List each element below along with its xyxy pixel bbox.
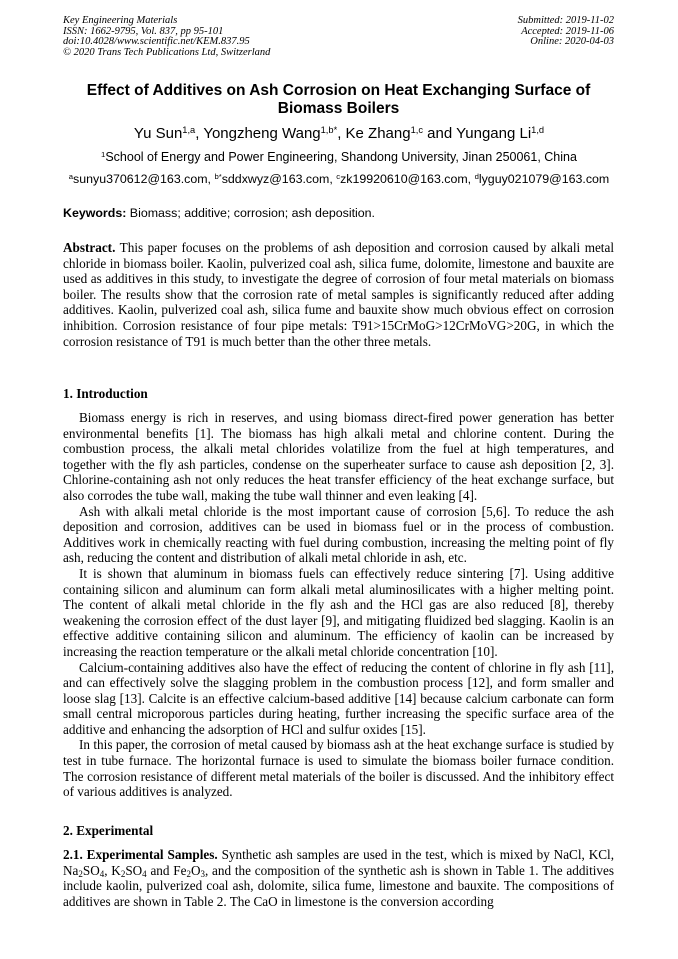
- text-run: and Fe: [146, 862, 187, 878]
- abstract-text: This paper focuses on the problems of ash deposition and corrosion caused by alkali metal chloride in biomass boiler. Kaolin, pulverized coal ash, silica fume, dolomite, limestone and bauxite are used as additives in this study, to investigate the degree of corrosion of four metal materials on biomass boiler. The results show that the corrosion rate of metal samples is significantly reduced after adding additives. Kaolin, pulverized coal ash, silica fume and bauxite show much obvious effect on corrosion inhibition. Corrosion resistance of four pipe metals: T91>15CrMoG>12CrMoVG>20G, in which the corrosion resistance of T91 is much better than the other three metals.: [63, 240, 614, 349]
- journal-copyright: © 2020 Trans Tech Publications Ltd, Switzerland: [63, 46, 271, 58]
- text-run: , K: [104, 862, 121, 878]
- email-address: sunyu370612@163.com,: [73, 172, 215, 186]
- author-affiliation-mark: 1,a: [182, 124, 196, 135]
- text-run: , and the composition of the synthetic ash is shown in Table 1. The additives include kaolin, pulverized coal ash, dolomite, silica fume, limestone and bauxite. The compositions of additives are shown in Table 2. The CaO in limestone is the conversion according: [63, 862, 614, 909]
- introduction-body: [63, 410, 614, 800]
- subscript: 2: [78, 868, 83, 879]
- email-mark: c: [336, 171, 341, 181]
- email-address: zk19920610@163.com,: [340, 172, 475, 186]
- author-affiliation-mark: 1,c: [410, 124, 423, 135]
- journal-name: Key Engineering Materials: [63, 15, 178, 26]
- experimental-samples-body: [63, 847, 614, 909]
- section-heading-introduction: 1. Introduction: [63, 386, 148, 401]
- abstract-label: Abstract.: [63, 240, 116, 255]
- accepted-date: Accepted: 2019-11-06: [521, 25, 614, 37]
- abstract: [63, 240, 614, 349]
- subsection-label: 2.1. Experimental Samples.: [63, 847, 218, 862]
- email-mark: d: [474, 171, 479, 181]
- journal-doi: doi:10.4028/www.scientific.net/KEM.837.95: [63, 36, 250, 48]
- paragraph: Ash with alkali metal chloride is the most important cause of corrosion [5,6]. To reduce the ash deposition and corrosion, additives can be used in biomass fuel or in the process of combustion. Additives work in chemically reacting with fuel during combustion, increasing the melting point of fly ash, reducing the content and distribution of alkali metal chloride in ash, etc.: [63, 503, 614, 566]
- paragraph: It is shown that aluminum in biomass fuels can effectively reduce sintering [7]. Using additive containing silicon and aluminum can form alkali metal aluminosilicates with a higher melting point. The content of alkali metal chloride in the fly ash and the HCl gas are also reduced [8], thereby weakening the corrosion effect of the dust layer [9], and mitigating fluidized bed slagging. Kaolin is an effective additive containing silicon and aluminum. The efficiency of kaolin can be increased by increasing the reaction temperature or the alkali metal chloride concentration [10].: [63, 565, 614, 659]
- journal-info: [63, 16, 270, 58]
- author-separator: ,: [337, 125, 346, 142]
- email-mark: a: [68, 171, 74, 181]
- paragraph: Biomass energy is rich in reserves, and using biomass direct-fired power generation has better environmental benefits [1]. The biomass has high alkali metal and chlorine content. During the combustion process, the alkali metal chlorides volatilize from the fuel at high temperatures, and together with the fly ash particles, condense on the superheater surface to cause ash deposition [2, 3]. Chlorine-containing ash not only reduces the heat transfer efficiency of the heat exchange surface, but also corrodes the tube wall, making the tube wall thinner and even leaking [4].: [63, 410, 614, 503]
- subscript: 3: [200, 868, 205, 879]
- email-address: lyguy021079@163.com: [478, 172, 610, 186]
- subscript: 4: [142, 868, 147, 879]
- author-name: Yongzheng Wang: [203, 125, 321, 142]
- keywords-text: Biomass; additive; corrosion; ash deposition.: [126, 206, 375, 220]
- keywords-label: Keywords:: [63, 206, 127, 220]
- section-heading-experimental: 2. Experimental: [63, 823, 154, 838]
- text-run: O: [190, 862, 201, 878]
- author-name: Yungang Li: [456, 125, 532, 142]
- online-date: Online: 2020-04-03: [530, 36, 614, 48]
- subscript: 2: [186, 868, 191, 879]
- author-list: [40, 125, 638, 143]
- affiliation-text: School of Energy and Power Engineering, Shandong University, Jinan 250061, China: [105, 150, 577, 164]
- keywords: [63, 206, 375, 221]
- author-separator: ,: [195, 125, 204, 142]
- author-affiliation-mark: 1,d: [531, 124, 545, 135]
- journal-issn: ISSN: 1662-9795, Vol. 837, pp 95-101: [63, 25, 224, 37]
- affiliation: [40, 150, 638, 165]
- publication-dates: [518, 16, 614, 48]
- paper-title: Effect of Additives on Ash Corrosion on Heat Exchanging Surface of Biomass Boilers: [86, 82, 591, 117]
- paragraph: In this paper, the corrosion of metal caused by biomass ash at the heat exchange surface is studied by test in tube furnace. The horizontal furnace is used to simulate the biomass boiler furnace condition. The corrosion resistance of different metal materials of the boiler is discussed. And the inhibitory effect of various additives is analyzed.: [63, 737, 614, 800]
- author-name: Yu Sun: [133, 125, 183, 142]
- subscript: 2: [120, 868, 126, 879]
- email-address: sddxwyz@163.com,: [221, 172, 337, 186]
- subscript: 4: [99, 868, 105, 879]
- paragraph: [63, 847, 614, 909]
- text-run: SO: [82, 862, 100, 878]
- author-emails: [40, 172, 638, 187]
- author-affiliation-mark: 1,b*: [320, 124, 338, 135]
- author-name: Ke Zhang: [345, 125, 411, 142]
- email-mark: b*: [214, 171, 222, 181]
- text-run: Synthetic ash samples are used in the test, which is mixed by NaCl, KCl, Na: [63, 847, 614, 878]
- author-separator: and: [422, 125, 457, 142]
- submitted-date: Submitted: 2019-11-02: [517, 15, 614, 26]
- affiliation-mark: 1: [101, 149, 106, 159]
- paragraph: Calcium-containing additives also have the effect of reducing the content of chlorine in fly ash [11], and can effectively solve the slagging problem in the combustion process [12], and form smaller and loose slag [13]. Calcite is an effective calcium-based additive [14] because calcium carbonate can form small central microporous particles during heating, further increasing the specific surface area of the additive and enhancing the adsorption of HCl and sulfur oxides [15].: [63, 659, 614, 737]
- text-run: SO: [125, 862, 143, 878]
